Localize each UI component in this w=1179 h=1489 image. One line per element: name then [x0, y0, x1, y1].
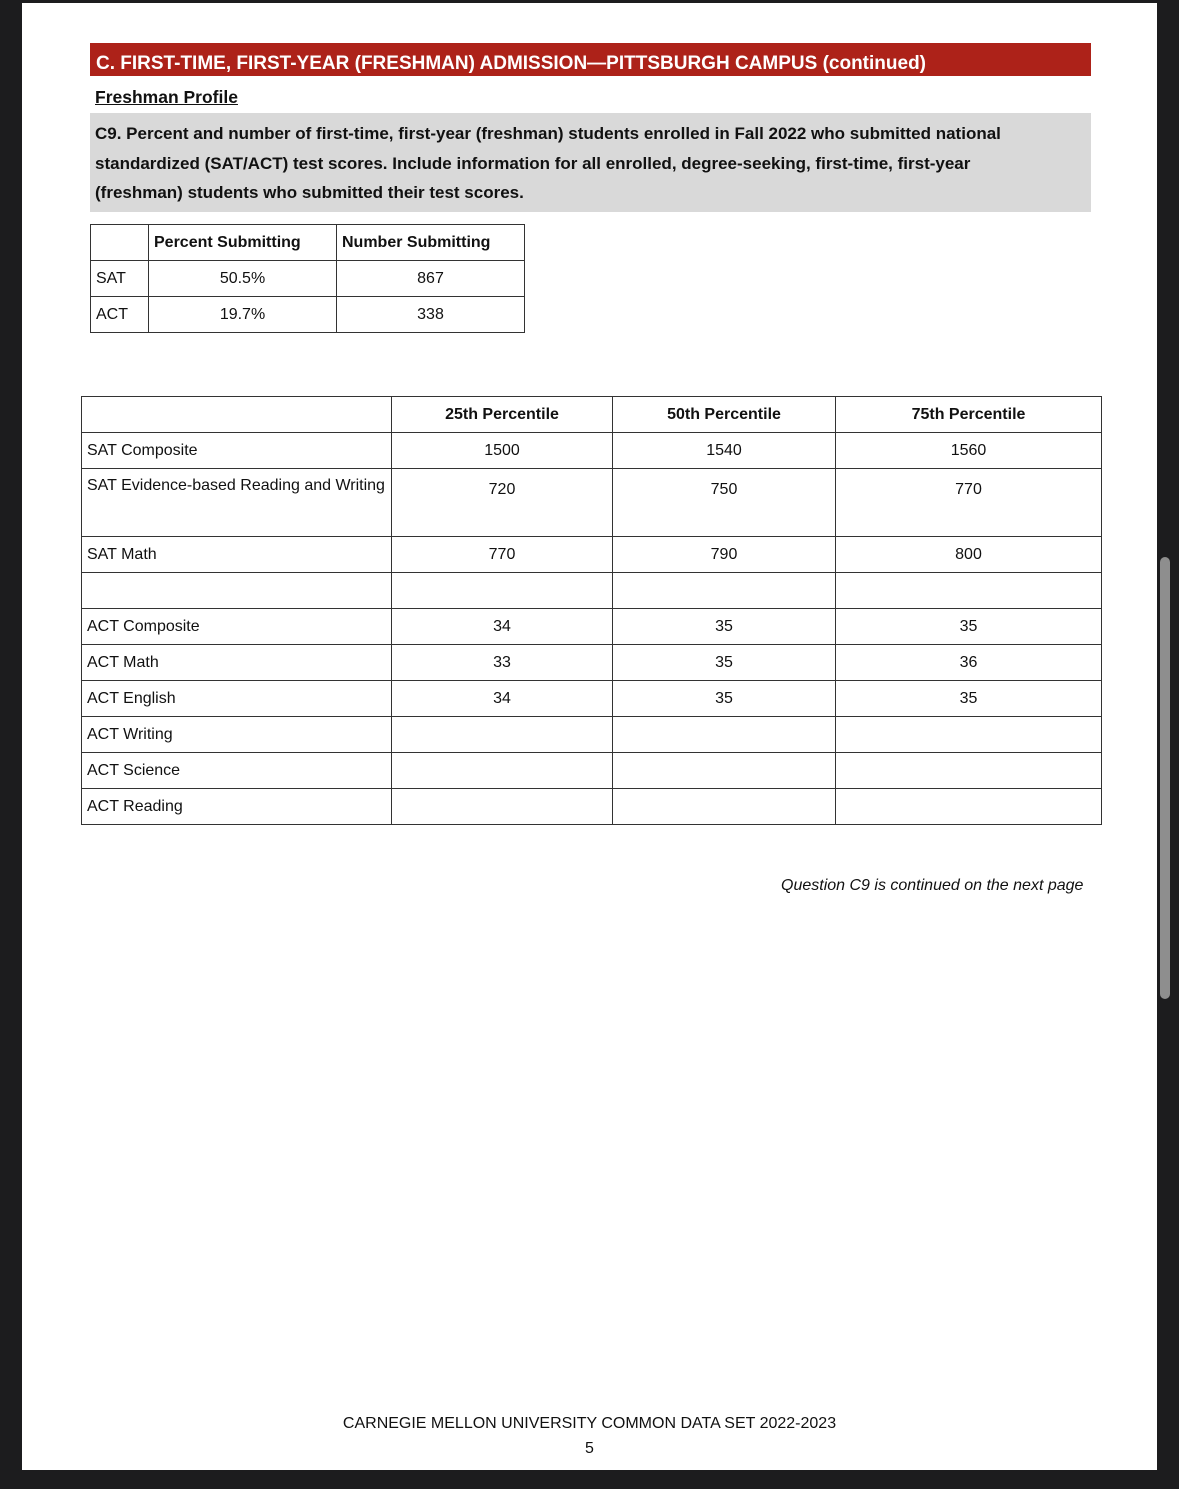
- row-label: ACT Writing: [82, 717, 392, 753]
- p50-cell: 35: [613, 645, 836, 681]
- p50-cell: 790: [613, 537, 836, 573]
- row-label: SAT: [91, 261, 149, 297]
- row-label: ACT: [91, 297, 149, 333]
- number-cell: 867: [337, 261, 525, 297]
- page-footer: [22, 1411, 1157, 1461]
- row-label: ACT Reading: [82, 789, 392, 825]
- p25-cell: [392, 717, 613, 753]
- percent-cell: 50.5%: [149, 261, 337, 297]
- p75-cell: 800: [836, 537, 1102, 573]
- table-row: [91, 261, 525, 297]
- header-cell: [91, 225, 149, 261]
- row-label: ACT English: [82, 681, 392, 717]
- row-label: ACT Science: [82, 753, 392, 789]
- row-label: [82, 573, 392, 609]
- p50-cell: [613, 753, 836, 789]
- header-cell: [82, 397, 392, 433]
- table-row: [82, 469, 1102, 537]
- p25-cell: [392, 753, 613, 789]
- row-label: SAT Composite: [82, 433, 392, 469]
- question-line: (freshman) students who submitted their test scores.: [95, 183, 524, 202]
- p75-cell: 770: [836, 469, 1102, 537]
- p25-cell: 34: [392, 609, 613, 645]
- header-cell: 25th Percentile: [392, 397, 613, 433]
- table-row: [82, 609, 1102, 645]
- p75-cell: 35: [836, 681, 1102, 717]
- row-label: ACT Math: [82, 645, 392, 681]
- table-header-row: [82, 397, 1102, 433]
- document-page: [22, 3, 1157, 1470]
- table-row: [91, 297, 525, 333]
- p25-cell: [392, 573, 613, 609]
- percentile-table: [81, 396, 1102, 825]
- p75-cell: [836, 717, 1102, 753]
- vertical-scrollbar[interactable]: [1160, 557, 1170, 999]
- question-line: standardized (SAT/ACT) test scores. Include information for all enrolled, degree-seeking, first-time, first-year: [95, 153, 971, 173]
- question-line: C9. Percent and number of first-time, first-year (freshman) students enrolled in Fall 2022 who submitted national: [95, 124, 1001, 143]
- table-row: [82, 789, 1102, 825]
- percent-cell: 19.7%: [149, 297, 337, 333]
- p50-cell: 1540: [613, 433, 836, 469]
- page-number: 5: [585, 1440, 594, 1457]
- p75-cell: [836, 573, 1102, 609]
- row-label: SAT Evidence-based Reading and Writing: [82, 469, 392, 537]
- table-row: [82, 681, 1102, 717]
- p25-cell: 770: [392, 537, 613, 573]
- header-cell: Percent Submitting: [149, 225, 337, 261]
- p25-cell: [392, 789, 613, 825]
- p25-cell: 720: [392, 469, 613, 537]
- p25-cell: 33: [392, 645, 613, 681]
- row-label: SAT Math: [82, 537, 392, 573]
- p75-cell: [836, 789, 1102, 825]
- p50-cell: [613, 789, 836, 825]
- p50-cell: 35: [613, 681, 836, 717]
- question-c9: [90, 113, 1091, 212]
- table-row: [82, 717, 1102, 753]
- p50-cell: [613, 717, 836, 753]
- header-cell: Number Submitting: [337, 225, 525, 261]
- header-cell: 50th Percentile: [613, 397, 836, 433]
- subheading: Freshman Profile: [95, 87, 238, 107]
- number-cell: 338: [337, 297, 525, 333]
- table-row: [82, 433, 1102, 469]
- p25-cell: 34: [392, 681, 613, 717]
- p50-cell: 35: [613, 609, 836, 645]
- table-header-row: [91, 225, 525, 261]
- submission-table: [90, 224, 525, 333]
- table-row: [82, 573, 1102, 609]
- p75-cell: [836, 753, 1102, 789]
- row-label: ACT Composite: [82, 609, 392, 645]
- header-cell: 75th Percentile: [836, 397, 1102, 433]
- p75-cell: 35: [836, 609, 1102, 645]
- p75-cell: 36: [836, 645, 1102, 681]
- table-row: [82, 645, 1102, 681]
- p50-cell: [613, 573, 836, 609]
- p75-cell: 1560: [836, 433, 1102, 469]
- table-row: [82, 753, 1102, 789]
- p50-cell: 750: [613, 469, 836, 537]
- p25-cell: 1500: [392, 433, 613, 469]
- continued-note: Question C9 is continued on the next page: [781, 877, 1084, 894]
- footer-title: CARNEGIE MELLON UNIVERSITY COMMON DATA SET 2022-2023: [342, 1415, 837, 1432]
- section-title-bar: C. FIRST-TIME, FIRST-YEAR (FRESHMAN) ADMISSION—PITTSBURGH CAMPUS (continued): [90, 43, 1091, 76]
- table-row: [82, 537, 1102, 573]
